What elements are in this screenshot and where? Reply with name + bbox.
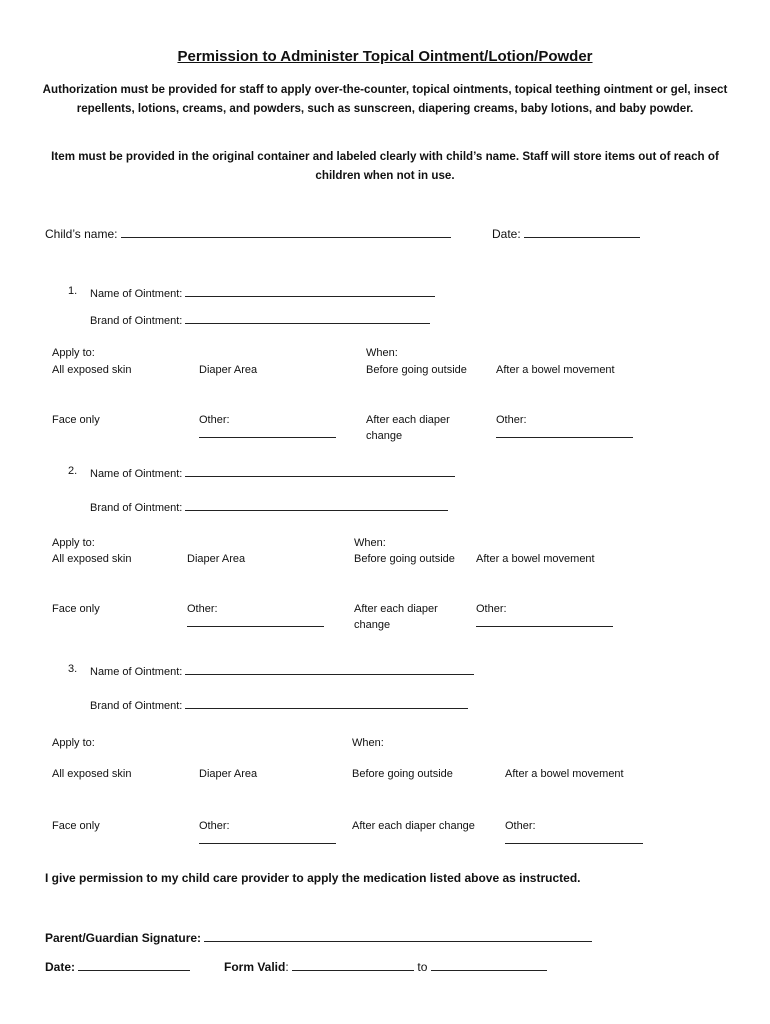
option-other-time: [496, 414, 633, 441]
item-number: 3.: [68, 663, 78, 675]
option-face-only[interactable]: Face only: [52, 820, 100, 832]
option-after-each-diaper-change[interactable]: After each diaper change: [366, 414, 450, 442]
option-other-area: [199, 414, 336, 441]
ointment-name-label: Name of Ointment:: [90, 468, 183, 480]
option-diaper-area[interactable]: Diaper Area: [187, 553, 246, 565]
option-after-each-diaper-change[interactable]: After each diaper change: [352, 820, 475, 832]
option-other-area: [187, 603, 324, 630]
option-diaper-area[interactable]: Diaper Area: [199, 768, 258, 780]
option-all-exposed-skin[interactable]: All exposed skin: [52, 553, 132, 565]
option-diaper-area[interactable]: Diaper Area: [199, 364, 258, 376]
option-before-going-outside[interactable]: Before going outside: [352, 768, 453, 780]
signature-field[interactable]: [204, 930, 592, 942]
apply-to-label: Apply to:: [52, 737, 95, 749]
other-label: Other:: [476, 603, 507, 615]
option-other-area: [199, 820, 336, 847]
form-valid-to-field[interactable]: [431, 959, 547, 971]
other-label: Other:: [199, 820, 230, 832]
form-valid-label: Form Valid: [224, 960, 286, 974]
item-number: 1.: [68, 285, 78, 297]
child-name-field[interactable]: [121, 226, 451, 238]
ointment-brand-label: Brand of Ointment:: [90, 502, 183, 514]
ointment-brand-row: [90, 499, 448, 514]
other-label: Other:: [187, 603, 218, 615]
date-label: Date:: [492, 227, 521, 241]
form-valid-from-field[interactable]: [292, 959, 414, 971]
ointment-brand-field[interactable]: [185, 499, 448, 511]
date-field[interactable]: [524, 226, 640, 238]
child-name-row: [45, 226, 451, 241]
ointment-brand-field[interactable]: [185, 697, 468, 709]
footer-date-row: [45, 959, 190, 974]
signature-row: [45, 930, 592, 945]
ointment-brand-label: Brand of Ointment:: [90, 315, 183, 327]
child-name-label: Child’s name:: [45, 227, 118, 241]
ointment-name-field[interactable]: [185, 285, 435, 297]
other-area-field[interactable]: [199, 426, 336, 438]
option-after-bowel-movement[interactable]: After a bowel movement: [476, 553, 595, 565]
ointment-brand-row: [90, 697, 468, 712]
ointment-name-row: [90, 465, 455, 480]
option-face-only[interactable]: Face only: [52, 603, 100, 615]
option-other-time: [476, 603, 613, 630]
other-label: Other:: [505, 820, 536, 832]
other-label: Other:: [199, 414, 230, 426]
ointment-name-label: Name of Ointment:: [90, 288, 183, 300]
ointment-brand-label: Brand of Ointment:: [90, 700, 183, 712]
option-face-only[interactable]: Face only: [52, 414, 100, 426]
option-all-exposed-skin[interactable]: All exposed skin: [52, 768, 132, 780]
option-before-going-outside[interactable]: Before going outside: [366, 364, 467, 376]
option-after-bowel-movement[interactable]: After a bowel movement: [505, 768, 624, 780]
ointment-name-field[interactable]: [185, 465, 455, 477]
intro-paragraph: Authorization must be provided for staff to apply over-the-counter, topical ointments, topical teething ointment or gel, insect repellents, lotions, creams, and powders, such as sunscreen, diapering creams, baby lotions, and baby powder.: [42, 83, 728, 115]
storage-paragraph: Item must be provided in the original container and labeled clearly with child’s name. Staff will store items out of reach of children when not in use.: [51, 150, 719, 182]
item-number: 2.: [68, 465, 78, 477]
other-label: Other:: [496, 414, 527, 426]
ointment-brand-field[interactable]: [185, 312, 430, 324]
footer-date-label: Date:: [45, 960, 76, 974]
page-title: Permission to Administer Topical Ointment/Lotion/Powder: [177, 48, 593, 65]
other-time-field[interactable]: [496, 426, 633, 438]
apply-to-label: Apply to:: [52, 537, 95, 549]
option-after-bowel-movement[interactable]: After a bowel movement: [496, 364, 615, 376]
ointment-brand-row: [90, 312, 430, 327]
ointment-name-row: [90, 663, 474, 678]
footer-date-field[interactable]: [78, 959, 190, 971]
ointment-name-row: [90, 285, 435, 300]
apply-to-label: Apply to:: [52, 347, 95, 359]
option-before-going-outside[interactable]: Before going outside: [354, 553, 455, 565]
other-area-field[interactable]: [187, 615, 324, 627]
ointment-name-field[interactable]: [185, 663, 474, 675]
when-label: When:: [352, 737, 384, 749]
to-label: to: [417, 960, 428, 974]
form-valid-colon: :: [285, 960, 289, 974]
when-label: When:: [366, 347, 398, 359]
when-label: When:: [354, 537, 386, 549]
other-time-field[interactable]: [505, 832, 643, 844]
date-row: [492, 226, 640, 241]
option-all-exposed-skin[interactable]: All exposed skin: [52, 364, 132, 376]
signature-label: Parent/Guardian Signature:: [45, 931, 202, 945]
other-area-field[interactable]: [199, 832, 336, 844]
ointment-name-label: Name of Ointment:: [90, 666, 183, 678]
permission-statement: I give permission to my child care provider to apply the medication listed above as instructed.: [45, 871, 581, 885]
option-after-each-diaper-change[interactable]: After each diaper change: [354, 603, 438, 631]
form-valid-row: [224, 959, 547, 974]
other-time-field[interactable]: [476, 615, 613, 627]
option-other-time: [505, 820, 643, 847]
